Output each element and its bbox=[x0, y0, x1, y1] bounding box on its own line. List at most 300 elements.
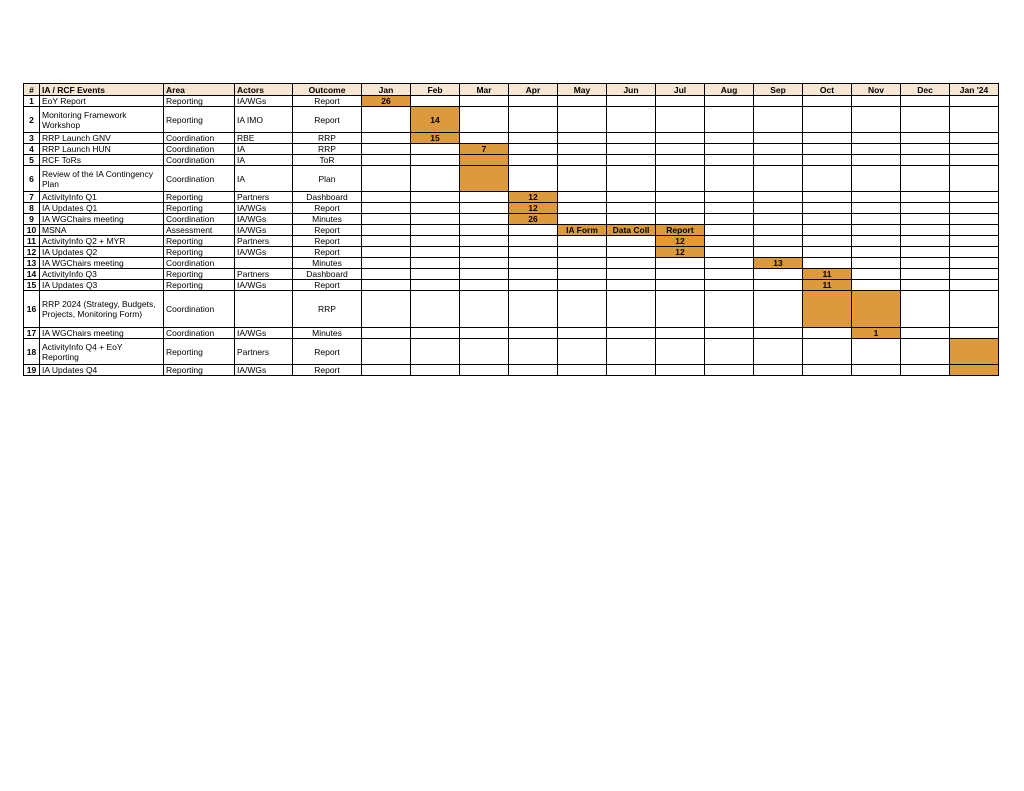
timeline-cell bbox=[509, 155, 558, 166]
timeline-cell bbox=[852, 133, 901, 144]
event-cell: RRP Launch HUN bbox=[40, 144, 164, 155]
timeline-cell bbox=[852, 96, 901, 107]
table-row bbox=[24, 269, 999, 280]
timeline-cell bbox=[558, 291, 607, 328]
timeline-cell bbox=[705, 269, 754, 280]
timeline-cell bbox=[460, 269, 509, 280]
event-cell: ActivityInfo Q2 + MYR bbox=[40, 236, 164, 247]
outcome-cell: Minutes bbox=[293, 258, 362, 269]
area-cell: Assessment bbox=[164, 225, 235, 236]
header-month: Aug bbox=[705, 84, 754, 96]
area-cell: Coordination bbox=[164, 214, 235, 225]
timeline-cell bbox=[558, 144, 607, 155]
header-month: Nov bbox=[852, 84, 901, 96]
timeline-cell bbox=[607, 96, 656, 107]
timeline-cell bbox=[460, 203, 509, 214]
header-actors: Actors bbox=[235, 84, 293, 96]
actors-cell: IA IMO bbox=[235, 107, 293, 133]
header-month: Jan bbox=[362, 84, 411, 96]
event-cell: RCF ToRs bbox=[40, 155, 164, 166]
timeline-cell bbox=[803, 236, 852, 247]
timeline-cell bbox=[607, 144, 656, 155]
timeline-cell bbox=[705, 365, 754, 376]
table-row bbox=[24, 133, 999, 144]
timeline-cell-filled: 14 bbox=[411, 107, 460, 133]
timeline-cell bbox=[411, 247, 460, 258]
timeline-cell bbox=[803, 107, 852, 133]
timeline-cell bbox=[607, 203, 656, 214]
timeline-cell-filled: 12 bbox=[656, 236, 705, 247]
timeline-cell bbox=[901, 133, 950, 144]
timeline-cell bbox=[950, 166, 999, 192]
timeline-cell bbox=[362, 291, 411, 328]
timeline-cell bbox=[901, 225, 950, 236]
timeline-cell bbox=[509, 96, 558, 107]
timeline-cell bbox=[950, 107, 999, 133]
timeline-cell bbox=[558, 339, 607, 365]
timeline-cell bbox=[607, 166, 656, 192]
timeline-cell bbox=[558, 96, 607, 107]
timeline-cell bbox=[362, 280, 411, 291]
events-schedule-table bbox=[23, 83, 999, 376]
timeline-cell bbox=[362, 192, 411, 203]
timeline-cell bbox=[803, 144, 852, 155]
timeline-cell bbox=[754, 107, 803, 133]
timeline-cell bbox=[901, 203, 950, 214]
event-cell: ActivityInfo Q3 bbox=[40, 269, 164, 280]
timeline-cell bbox=[509, 133, 558, 144]
timeline-cell bbox=[852, 339, 901, 365]
timeline-cell bbox=[705, 247, 754, 258]
timeline-cell bbox=[362, 203, 411, 214]
timeline-cell bbox=[705, 144, 754, 155]
timeline-cell bbox=[656, 96, 705, 107]
timeline-cell bbox=[362, 328, 411, 339]
timeline-cell bbox=[411, 258, 460, 269]
timeline-cell bbox=[656, 203, 705, 214]
timeline-cell bbox=[656, 192, 705, 203]
timeline-cell bbox=[362, 214, 411, 225]
timeline-cell bbox=[607, 107, 656, 133]
row-number: 10 bbox=[24, 225, 40, 236]
timeline-cell bbox=[558, 107, 607, 133]
table-row bbox=[24, 365, 999, 376]
event-cell: MSNA bbox=[40, 225, 164, 236]
header-month: May bbox=[558, 84, 607, 96]
timeline-cell bbox=[558, 166, 607, 192]
timeline-cell bbox=[460, 133, 509, 144]
timeline-cell bbox=[656, 166, 705, 192]
timeline-cell bbox=[803, 258, 852, 269]
outcome-cell: RRP bbox=[293, 133, 362, 144]
timeline-cell bbox=[901, 192, 950, 203]
table-row bbox=[24, 247, 999, 258]
timeline-cell bbox=[803, 214, 852, 225]
event-cell: IA WGChairs meeting bbox=[40, 328, 164, 339]
timeline-cell bbox=[754, 155, 803, 166]
timeline-cell bbox=[411, 328, 460, 339]
timeline-cell bbox=[950, 328, 999, 339]
timeline-cell bbox=[852, 144, 901, 155]
timeline-cell bbox=[705, 236, 754, 247]
table-row bbox=[24, 192, 999, 203]
area-cell: Reporting bbox=[164, 269, 235, 280]
row-number: 3 bbox=[24, 133, 40, 144]
timeline-cell bbox=[558, 365, 607, 376]
outcome-cell: Report bbox=[293, 236, 362, 247]
timeline-cell bbox=[607, 214, 656, 225]
timeline-cell bbox=[705, 96, 754, 107]
timeline-cell bbox=[754, 291, 803, 328]
outcome-cell: ToR bbox=[293, 155, 362, 166]
timeline-cell bbox=[460, 365, 509, 376]
timeline-cell bbox=[705, 155, 754, 166]
timeline-cell bbox=[656, 133, 705, 144]
timeline-cell bbox=[460, 96, 509, 107]
timeline-cell bbox=[607, 133, 656, 144]
outcome-cell: Report bbox=[293, 107, 362, 133]
timeline-cell bbox=[362, 236, 411, 247]
outcome-cell: Report bbox=[293, 247, 362, 258]
timeline-cell bbox=[509, 258, 558, 269]
timeline-cell bbox=[852, 203, 901, 214]
timeline-cell bbox=[656, 269, 705, 280]
timeline-cell bbox=[705, 280, 754, 291]
event-cell: Monitoring Framework Workshop bbox=[40, 107, 164, 133]
timeline-cell bbox=[901, 214, 950, 225]
timeline-cell bbox=[460, 225, 509, 236]
area-cell: Reporting bbox=[164, 247, 235, 258]
timeline-cell bbox=[509, 328, 558, 339]
area-cell: Coordination bbox=[164, 144, 235, 155]
timeline-cell bbox=[656, 339, 705, 365]
header-outcome: Outcome bbox=[293, 84, 362, 96]
timeline-cell bbox=[460, 280, 509, 291]
actors-cell: IA/WGs bbox=[235, 247, 293, 258]
row-number: 6 bbox=[24, 166, 40, 192]
timeline-cell bbox=[607, 269, 656, 280]
header-month: Jul bbox=[656, 84, 705, 96]
row-number: 11 bbox=[24, 236, 40, 247]
timeline-cell bbox=[705, 192, 754, 203]
timeline-cell-filled: 7 bbox=[460, 144, 509, 155]
actors-cell: IA bbox=[235, 155, 293, 166]
timeline-cell bbox=[558, 192, 607, 203]
timeline-cell bbox=[852, 280, 901, 291]
actors-cell: Partners bbox=[235, 192, 293, 203]
timeline-cell-filled: 12 bbox=[509, 203, 558, 214]
timeline-cell bbox=[754, 203, 803, 214]
timeline-cell bbox=[852, 258, 901, 269]
header-month: Dec bbox=[901, 84, 950, 96]
timeline-cell bbox=[754, 280, 803, 291]
outcome-cell: Report bbox=[293, 339, 362, 365]
header-num: # bbox=[24, 84, 40, 96]
timeline-cell bbox=[411, 192, 460, 203]
timeline-cell bbox=[950, 247, 999, 258]
actors-cell: IA bbox=[235, 166, 293, 192]
timeline-cell-filled: 12 bbox=[656, 247, 705, 258]
event-cell: ActivityInfo Q4 + EoY Reporting bbox=[40, 339, 164, 365]
timeline-cell bbox=[460, 339, 509, 365]
table-row bbox=[24, 339, 999, 365]
timeline-cell bbox=[901, 144, 950, 155]
timeline-cell bbox=[509, 236, 558, 247]
event-cell: RRP 2024 (Strategy, Budgets, Projects, Monitoring Form) bbox=[40, 291, 164, 328]
timeline-cell-filled: 13 bbox=[754, 258, 803, 269]
timeline-cell bbox=[460, 107, 509, 133]
event-cell: Review of the IA Contingency Plan bbox=[40, 166, 164, 192]
timeline-cell bbox=[607, 328, 656, 339]
timeline-cell bbox=[558, 269, 607, 280]
outcome-cell: Minutes bbox=[293, 328, 362, 339]
timeline-cell bbox=[803, 328, 852, 339]
timeline-cell-filled: 26 bbox=[362, 96, 411, 107]
timeline-cell bbox=[754, 236, 803, 247]
table-row bbox=[24, 291, 999, 328]
timeline-cell bbox=[411, 166, 460, 192]
timeline-cell bbox=[754, 192, 803, 203]
row-number: 1 bbox=[24, 96, 40, 107]
timeline-cell bbox=[607, 258, 656, 269]
header-row bbox=[24, 84, 999, 96]
timeline-cell bbox=[754, 269, 803, 280]
timeline-cell bbox=[901, 155, 950, 166]
timeline-cell bbox=[754, 247, 803, 258]
timeline-cell bbox=[362, 133, 411, 144]
timeline-cell bbox=[509, 107, 558, 133]
table-row bbox=[24, 328, 999, 339]
area-cell: Coordination bbox=[164, 258, 235, 269]
timeline-cell bbox=[901, 236, 950, 247]
timeline-cell bbox=[411, 365, 460, 376]
timeline-cell bbox=[558, 328, 607, 339]
row-number: 8 bbox=[24, 203, 40, 214]
timeline-cell bbox=[607, 247, 656, 258]
timeline-cell bbox=[852, 225, 901, 236]
timeline-cell bbox=[901, 328, 950, 339]
timeline-cell bbox=[607, 192, 656, 203]
outcome-cell: Dashboard bbox=[293, 269, 362, 280]
timeline-cell bbox=[803, 339, 852, 365]
timeline-cell bbox=[509, 225, 558, 236]
timeline-cell bbox=[362, 107, 411, 133]
area-cell: Coordination bbox=[164, 133, 235, 144]
timeline-cell bbox=[656, 328, 705, 339]
timeline-cell bbox=[509, 291, 558, 328]
table-row bbox=[24, 96, 999, 107]
timeline-cell bbox=[558, 155, 607, 166]
timeline-cell bbox=[656, 144, 705, 155]
timeline-cell bbox=[705, 133, 754, 144]
timeline-cell bbox=[950, 236, 999, 247]
timeline-cell bbox=[803, 365, 852, 376]
header-event: IA / RCF Events bbox=[40, 84, 164, 96]
timeline-cell bbox=[411, 144, 460, 155]
timeline-cell bbox=[558, 247, 607, 258]
timeline-cell bbox=[803, 155, 852, 166]
timeline-cell bbox=[950, 192, 999, 203]
area-cell: Coordination bbox=[164, 155, 235, 166]
timeline-cell bbox=[411, 214, 460, 225]
table-row bbox=[24, 225, 999, 236]
table-row bbox=[24, 155, 999, 166]
timeline-cell bbox=[362, 258, 411, 269]
row-number: 15 bbox=[24, 280, 40, 291]
timeline-cell bbox=[362, 269, 411, 280]
timeline-cell bbox=[362, 339, 411, 365]
header-month: Apr bbox=[509, 84, 558, 96]
row-number: 19 bbox=[24, 365, 40, 376]
row-number: 14 bbox=[24, 269, 40, 280]
timeline-cell bbox=[656, 258, 705, 269]
timeline-cell bbox=[705, 214, 754, 225]
timeline-cell bbox=[705, 203, 754, 214]
row-number: 18 bbox=[24, 339, 40, 365]
timeline-cell bbox=[754, 328, 803, 339]
row-number: 7 bbox=[24, 192, 40, 203]
timeline-cell bbox=[950, 133, 999, 144]
timeline-cell bbox=[852, 365, 901, 376]
timeline-cell bbox=[950, 269, 999, 280]
timeline-cell bbox=[509, 365, 558, 376]
timeline-cell bbox=[754, 225, 803, 236]
event-cell: RRP Launch GNV bbox=[40, 133, 164, 144]
timeline-cell bbox=[411, 225, 460, 236]
timeline-cell bbox=[950, 280, 999, 291]
area-cell: Reporting bbox=[164, 280, 235, 291]
actors-cell: RBE bbox=[235, 133, 293, 144]
timeline-cell bbox=[803, 203, 852, 214]
actors-cell: IA/WGs bbox=[235, 280, 293, 291]
timeline-cell bbox=[509, 247, 558, 258]
header-month: Mar bbox=[460, 84, 509, 96]
timeline-cell bbox=[950, 291, 999, 328]
actors-cell: Partners bbox=[235, 339, 293, 365]
timeline-cell bbox=[411, 291, 460, 328]
area-cell: Reporting bbox=[164, 107, 235, 133]
outcome-cell: Report bbox=[293, 280, 362, 291]
row-number: 16 bbox=[24, 291, 40, 328]
header-month: Jun bbox=[607, 84, 656, 96]
timeline-cell bbox=[803, 133, 852, 144]
timeline-cell bbox=[656, 291, 705, 328]
timeline-cell bbox=[852, 107, 901, 133]
area-cell: Reporting bbox=[164, 192, 235, 203]
timeline-cell bbox=[656, 155, 705, 166]
row-number: 17 bbox=[24, 328, 40, 339]
timeline-cell bbox=[705, 258, 754, 269]
timeline-cell bbox=[901, 365, 950, 376]
timeline-cell bbox=[362, 166, 411, 192]
timeline-cell bbox=[852, 155, 901, 166]
timeline-cell bbox=[901, 166, 950, 192]
timeline-cell-filled: 15 bbox=[411, 133, 460, 144]
table-row bbox=[24, 258, 999, 269]
timeline-cell-filled bbox=[950, 339, 999, 365]
timeline-cell-filled: 12 bbox=[509, 192, 558, 203]
timeline-cell bbox=[754, 133, 803, 144]
outcome-cell: Minutes bbox=[293, 214, 362, 225]
timeline-cell bbox=[460, 258, 509, 269]
timeline-cell bbox=[950, 258, 999, 269]
event-cell: IA WGChairs meeting bbox=[40, 214, 164, 225]
timeline-cell bbox=[411, 339, 460, 365]
timeline-cell bbox=[558, 203, 607, 214]
timeline-cell-filled: Report bbox=[656, 225, 705, 236]
timeline-cell-filled: 26 bbox=[509, 214, 558, 225]
timeline-cell-filled bbox=[852, 291, 901, 328]
area-cell: Coordination bbox=[164, 291, 235, 328]
timeline-cell bbox=[950, 144, 999, 155]
event-cell: IA Updates Q2 bbox=[40, 247, 164, 258]
timeline-cell bbox=[460, 247, 509, 258]
timeline-cell bbox=[705, 339, 754, 365]
table-row bbox=[24, 214, 999, 225]
event-cell: IA WGChairs meeting bbox=[40, 258, 164, 269]
actors-cell: IA/WGs bbox=[235, 203, 293, 214]
timeline-cell bbox=[509, 280, 558, 291]
timeline-cell bbox=[901, 339, 950, 365]
timeline-cell bbox=[607, 365, 656, 376]
timeline-cell bbox=[803, 247, 852, 258]
timeline-cell bbox=[460, 214, 509, 225]
timeline-cell bbox=[607, 155, 656, 166]
timeline-cell bbox=[852, 236, 901, 247]
actors-cell bbox=[235, 258, 293, 269]
timeline-cell bbox=[558, 280, 607, 291]
timeline-cell bbox=[852, 269, 901, 280]
timeline-cell bbox=[852, 247, 901, 258]
timeline-cell-filled: 1 bbox=[852, 328, 901, 339]
event-cell: IA Updates Q4 bbox=[40, 365, 164, 376]
header-area: Area bbox=[164, 84, 235, 96]
actors-cell: Partners bbox=[235, 236, 293, 247]
outcome-cell: Report bbox=[293, 96, 362, 107]
timeline-cell bbox=[901, 247, 950, 258]
timeline-cell-filled: IA Form bbox=[558, 225, 607, 236]
timeline-cell bbox=[362, 155, 411, 166]
timeline-cell bbox=[362, 247, 411, 258]
timeline-cell bbox=[705, 328, 754, 339]
timeline-cell bbox=[950, 203, 999, 214]
timeline-cell bbox=[754, 96, 803, 107]
actors-cell bbox=[235, 291, 293, 328]
table-row bbox=[24, 236, 999, 247]
outcome-cell: Report bbox=[293, 365, 362, 376]
timeline-cell bbox=[656, 107, 705, 133]
timeline-cell bbox=[656, 365, 705, 376]
timeline-cell bbox=[558, 214, 607, 225]
timeline-cell bbox=[411, 269, 460, 280]
timeline-cell bbox=[705, 291, 754, 328]
timeline-cell bbox=[803, 225, 852, 236]
row-number: 5 bbox=[24, 155, 40, 166]
row-number: 12 bbox=[24, 247, 40, 258]
row-number: 2 bbox=[24, 107, 40, 133]
timeline-cell bbox=[901, 258, 950, 269]
timeline-cell bbox=[607, 291, 656, 328]
timeline-cell-filled: 11 bbox=[803, 280, 852, 291]
actors-cell: IA/WGs bbox=[235, 365, 293, 376]
timeline-cell bbox=[460, 236, 509, 247]
outcome-cell: Plan bbox=[293, 166, 362, 192]
table-row bbox=[24, 166, 999, 192]
header-month: Oct bbox=[803, 84, 852, 96]
area-cell: Reporting bbox=[164, 96, 235, 107]
header-month: Sep bbox=[754, 84, 803, 96]
table-body bbox=[24, 96, 999, 376]
